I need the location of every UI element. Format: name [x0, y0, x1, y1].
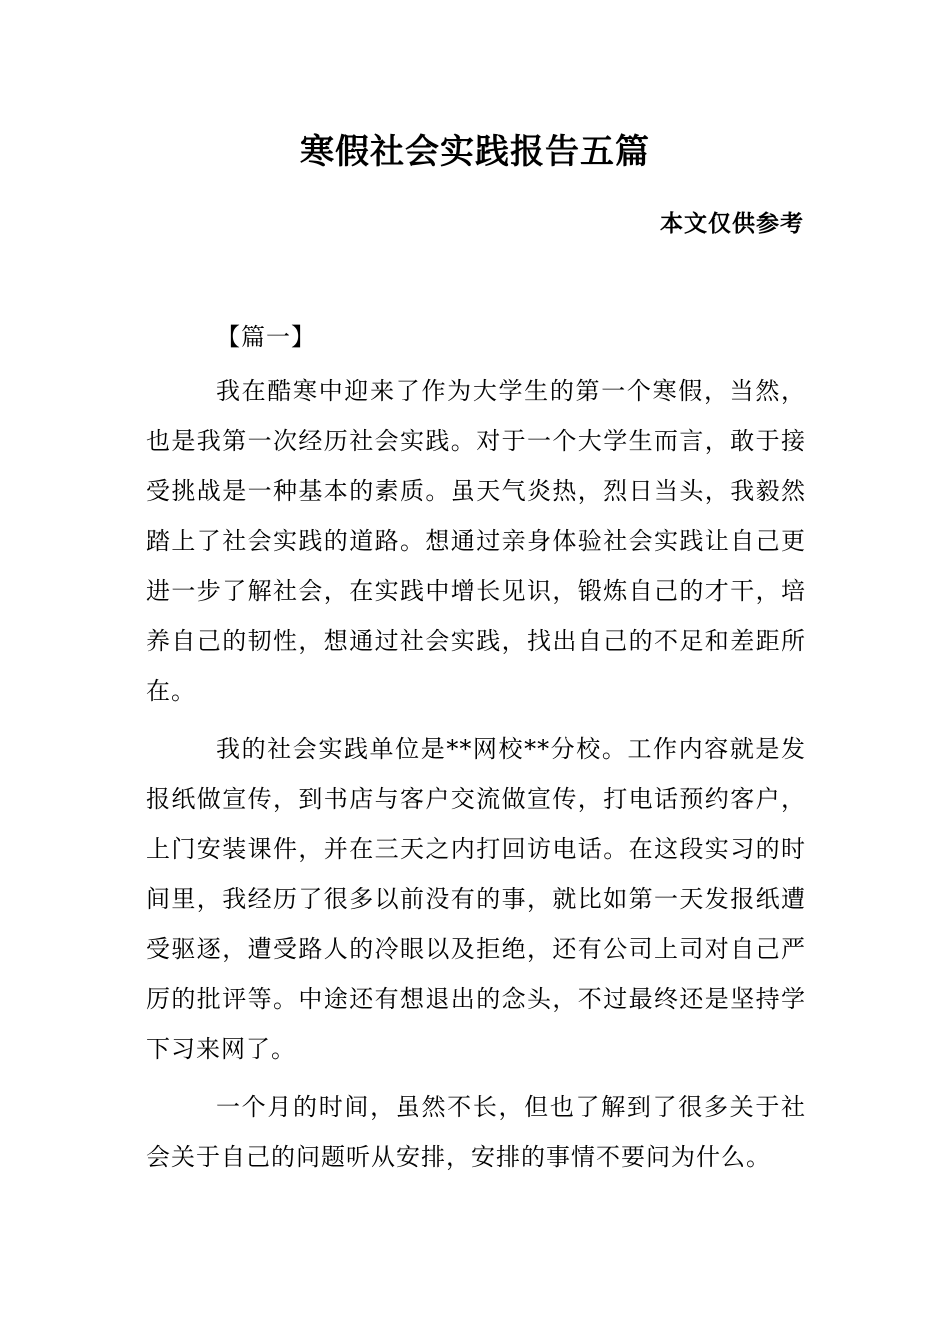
- document-body: [146, 312, 806, 1190]
- document-title: 寒假社会实践报告五篇: [300, 132, 650, 172]
- paragraph: 一个月的时间，虽然不长，但也了解到了很多关于社会关于自己的问题听从安排，安排的事情不要问为什么。: [146, 1093, 806, 1171]
- section-heading: 【篇一】: [216, 323, 316, 351]
- paragraph: 我的社会实践单位是**网校**分校。工作内容就是发报纸做宣传，到书店与客户交流做宣传，打电话预约客户，上门安装课件，并在三天之内打回访电话。在这段实习的时间里，我经历了很多以前没有的事，就比如第一天发报纸遭受驱逐，遭受路人的冷眼以及拒绝，还有公司上司对自己严厉的批评等。中途还有想退出的念头，不过最终还是坚持学下习来网了。: [146, 735, 806, 1063]
- document-subtitle: 本文仅供参考: [660, 210, 804, 237]
- paragraph: 我在酷寒中迎来了作为大学生的第一个寒假，当然，也是我第一次经历社会实践。对于一个大学生而言，敢于接受挑战是一种基本的素质。虽天气炎热，烈日当头，我毅然踏上了社会实践的道路。想通过亲身体验社会实践让自己更进一步了解社会，在实践中增长见识，锻炼自己的才干，培养自己的韧性，想通过社会实践，找出自己的不足和差距所在。: [146, 377, 806, 705]
